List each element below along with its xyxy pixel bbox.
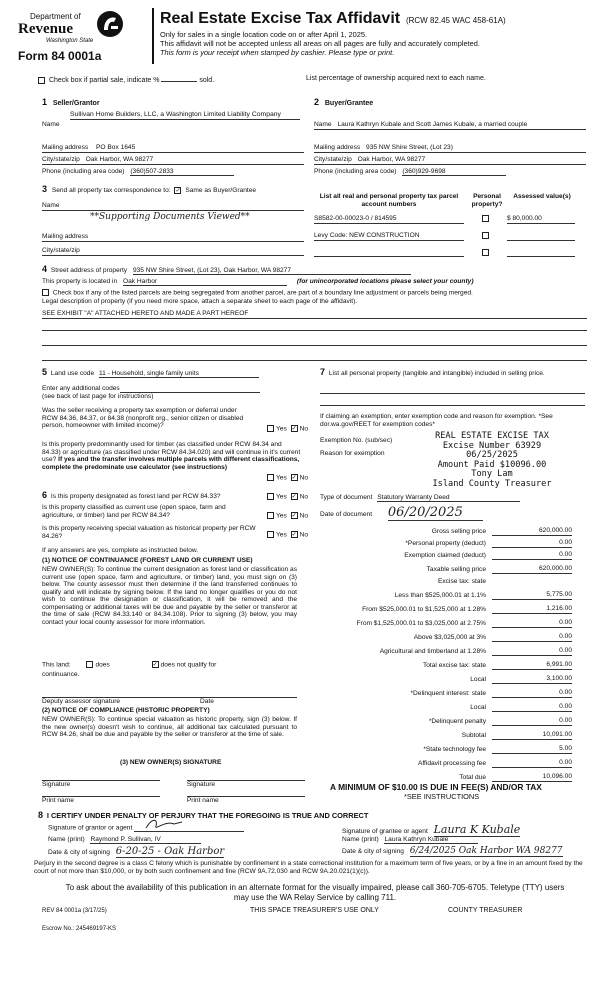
- seller-city-row: [42, 156, 304, 165]
- doc-date-value[interactable]: 06/20/2025: [388, 505, 483, 521]
- doc-type-row: [320, 494, 585, 502]
- yes-label: Yes: [276, 474, 287, 482]
- q6a-yes-no: [267, 493, 308, 501]
- street-address-row: [42, 264, 582, 275]
- sec3-city-row: [42, 247, 304, 256]
- notice-continuance-text: NEW OWNER(S): To continue the current designation as forest land or classification as current use (open space, farm and agriculture, or timber) land, you must sign on (3) below. The county assessor must then determine if the land transferred continues to qualify and will indicate by signing below. If the land no longer qualifies or you do not wish to continue the designation or classification, it will be removed and the compensating or additional taxes will be due and payable by the seller or transferor at the time of sale (RCW 84.33.140 or 84.34.108). Prior to signing (3) below, you may contact your local county assessor for more information.: [42, 566, 297, 627]
- segregation-row: [42, 289, 587, 297]
- q2-no-checkbox[interactable]: ✓: [291, 475, 297, 481]
- footer-county-treasurer: COUNTY TREASURER: [448, 907, 523, 914]
- stamp-line: REAL ESTATE EXCISE TAX: [435, 431, 549, 441]
- grantee-name-row: [342, 836, 587, 844]
- tax-row: [322, 524, 572, 536]
- yes-label: Yes: [276, 493, 287, 501]
- q6b-yes-no: [267, 512, 308, 520]
- header-divider: [152, 8, 154, 64]
- grantee-date-value[interactable]: 6/24/2025 Oak Harbor WA 98277: [409, 846, 563, 856]
- tax-row: [322, 672, 572, 684]
- logo-name: Revenue: [18, 21, 73, 37]
- section-number: 4: [42, 264, 48, 274]
- tax-label: Affidavit processing fee: [417, 760, 486, 768]
- sec3-name-label: Name: [42, 202, 60, 209]
- doc-type-label: Type of document: [320, 494, 373, 501]
- seller-name-value[interactable]: Sullivan Home Builders, LLC, a Washington Limited Liability Company: [70, 111, 300, 120]
- buyer-mail-value[interactable]: 935 NW Shire Street, (Lot 23): [366, 144, 453, 151]
- rcw-ref: (RCW 82.45 WAC 458-61A): [405, 16, 506, 25]
- tax-label: *Delinquent interest: state: [410, 690, 486, 698]
- sec3-mail-row: [42, 233, 304, 242]
- q6b-yes-checkbox[interactable]: [267, 512, 274, 519]
- notice-continuance-title: (1) NOTICE OF CONTINUANCE (FOREST LAND OR CURRENT USE): [42, 557, 253, 564]
- new-owner-sig-title: (3) NEW OWNER(S) SIGNATURE: [120, 759, 222, 766]
- buyer-name-value[interactable]: Laura Kathryn Kubale and Scott James Kubale, a married couple: [337, 121, 528, 128]
- grantor-date-value[interactable]: 6-20-25 - Oak Harbor: [115, 846, 225, 857]
- seller-name-label: Name: [42, 121, 60, 128]
- timber-question-bold: If yes and the transfer involves multiple parcels with different classifications, complete the predominate use calculator (see instructions): [42, 456, 300, 471]
- sec3-mail-label: Mailing address: [42, 233, 89, 240]
- segregation-label: Check box if any of the listed parcels are being segregated from another parcel, are part of a boundary line adjustment or parcels being merged.: [52, 289, 473, 297]
- q1-yes-checkbox[interactable]: [267, 425, 274, 432]
- no-label: No: [299, 474, 309, 482]
- exemption-no-label: Exemption No. (sub/sec): [320, 437, 393, 444]
- q2-yes-no: [267, 474, 308, 482]
- tax-value[interactable]: 0.00: [492, 539, 572, 548]
- buyer-phone-label: Phone (including area code): [314, 168, 397, 175]
- tax-row: [322, 548, 572, 560]
- seller-heading: Seller/Grantor: [52, 100, 100, 107]
- intro-line: Only for sales in a single location code on or after April 1, 2025.: [160, 30, 368, 39]
- owner-print-row: [42, 796, 307, 805]
- land-use-code[interactable]: 11 - Household, single family units: [99, 370, 259, 378]
- seller-phone-row: [42, 168, 304, 176]
- deputy-sig-label: Deputy assessor signature: [42, 698, 121, 705]
- tax-value[interactable]: 620,000.00: [492, 565, 572, 574]
- forest-question-text: Is this property designated as forest land per RCW 84.33?: [50, 493, 221, 500]
- seller-mail-label: Mailing address: [42, 144, 89, 151]
- certify-row: [38, 810, 588, 821]
- does-qualify-checkbox[interactable]: [86, 661, 93, 668]
- tax-value[interactable]: 0.00: [492, 647, 572, 656]
- tax-label: Agricultural and timberland at 1.28%: [379, 648, 486, 656]
- intro-line: This form is your receipt when stamped by cashier. Please type or print.: [160, 48, 395, 57]
- seller-mail-value[interactable]: PO Box 1645: [96, 144, 136, 151]
- tax-value[interactable]: 0.00: [492, 551, 572, 560]
- buyer-phone-value[interactable]: (360)929-9698: [402, 168, 505, 176]
- owner-sig-label: Signature: [42, 780, 160, 789]
- buyer-heading: Buyer/Grantee: [324, 100, 374, 107]
- partial-label: Check box if partial sale, indicate %: [48, 77, 160, 84]
- assessed-value-3[interactable]: [507, 256, 575, 257]
- sec3-city-label: City/state/zip: [42, 247, 80, 254]
- legal-line: [42, 345, 587, 346]
- seller-phone-value[interactable]: (360)507-2833: [130, 168, 233, 176]
- section-number: 8: [38, 810, 44, 820]
- tax-label: *Personal property (deduct): [405, 540, 486, 548]
- tax-row: [322, 714, 572, 726]
- tax-label: Less than $525,000.01 at 1.1%: [394, 592, 486, 600]
- tax-value[interactable]: 0.00: [492, 759, 572, 768]
- certify-text: I CERTIFY UNDER PENALTY OF PERJURY THAT THE FOREGOING IS TRUE AND CORRECT: [46, 811, 369, 820]
- current-use-question: Is this property classified as current use (open space, farm and agriculture, or timber) land per RCW 84.34?: [42, 504, 226, 519]
- perjury-text: Perjury in the second degree is a class C felony which is punishable by confinement in a state correctional institution for a maximum term of five years, or by a fine in an amount fixed by the court of not more than $10,000, or by both such confinement and fine (RCW 9A.72.030 and RCW 9A.20.021(1)(c)).: [34, 860, 583, 875]
- buyer-section: [314, 97, 586, 108]
- tax-label: Above $3,025,000 at 3%: [413, 634, 486, 642]
- personal-property-checkbox-3[interactable]: [482, 249, 489, 256]
- tax-value[interactable]: 0.00: [492, 717, 572, 726]
- legal-line: [42, 360, 587, 361]
- personal-property-line[interactable]: [320, 405, 585, 406]
- q1-no-checkbox[interactable]: ✓: [291, 426, 297, 432]
- tax-label: *Delinquent penalty: [428, 718, 486, 726]
- stamp-line: 06/25/2025: [466, 450, 518, 460]
- tax-label: Total due: [459, 774, 486, 782]
- q6b-no-checkbox[interactable]: ✓: [291, 513, 297, 519]
- tax-value[interactable]: 5.00: [492, 745, 572, 754]
- buyer-mail-row: [314, 144, 586, 153]
- stamp-line: Island County Treasurer: [432, 478, 552, 489]
- q1-yes-no: [267, 425, 308, 433]
- land-use-row: [42, 367, 307, 378]
- logo-dept: Department of: [30, 12, 81, 21]
- does-not-label: does not qualify for: [160, 661, 217, 669]
- seller-city-value[interactable]: Oak Harbor, WA 98277: [85, 156, 154, 163]
- tax-row: [322, 616, 572, 628]
- personal-property-header: Personal property?: [471, 193, 503, 208]
- exemption-note: If claiming an exemption, enter exemption code and reason for exemption. *See dor.wa.gov/REET for exemption codes*: [320, 413, 553, 428]
- notice-compliance-title: (2) NOTICE OF COMPLIANCE (HISTORIC PROPERTY): [42, 707, 210, 714]
- tax-value[interactable]: 0.00: [492, 633, 572, 642]
- accessibility-note: To ask about the availability of this publication in an alternate format for the visually impaired, please call 360-705-6705. Teletype (TTY) users may use the WA Relay Service by calling 711.: [65, 883, 565, 902]
- notice-compliance-text: NEW OWNER(S): To continue special valuation as historic property, sign (3) below. If the new owner(s) doesn't wish to continue, all additional tax calculated pursuant to RCW 84.26, shall be due and payable by the seller or transferor at the time of sale.: [42, 716, 297, 739]
- tax-row: [322, 574, 572, 586]
- no-label: No: [299, 425, 309, 433]
- tax-row: [322, 700, 572, 712]
- grantee-signature[interactable]: Laura K Kubale: [433, 823, 521, 836]
- seller-mail-row: [42, 144, 304, 153]
- section-number: 1: [42, 97, 48, 107]
- see-instructions: *SEE INSTRUCTIONS: [404, 792, 480, 801]
- exemption-reason-label: Reason for exemption: [320, 450, 385, 457]
- partial-percent-field[interactable]: [161, 75, 197, 82]
- stamp-line: Amount Paid $10096.00: [437, 459, 547, 470]
- grantor-signature[interactable]: [134, 824, 244, 832]
- minimum-due: A MINIMUM OF $10.00 IS DUE IN FEE(S) AND/OR TAX: [330, 782, 542, 792]
- no-label: No: [299, 493, 309, 501]
- tax-label: Excise tax: state: [437, 578, 486, 586]
- correspondence-label: Send all property tax correspondence to:: [51, 187, 171, 194]
- q6a-yes-checkbox[interactable]: [267, 493, 274, 500]
- grantor-date-row: [48, 846, 308, 858]
- additional-codes-note: (see back of last page for instructions): [42, 392, 154, 400]
- historic-question: Is this property receiving special valuation as historical property per RCW 84.26?: [42, 525, 256, 540]
- forest-question: [42, 490, 267, 501]
- assessed-header: Assessed value(s): [513, 193, 571, 200]
- tax-label: From $525,000.01 to $1,525,000 at 1.28%: [362, 606, 486, 614]
- grantor-signature-mark: [144, 816, 184, 832]
- tax-value[interactable]: 0.00: [492, 619, 572, 628]
- tax-row: [322, 562, 572, 574]
- tax-value[interactable]: 0.00: [492, 689, 572, 698]
- tax-row: [322, 770, 572, 782]
- buyer-city-value[interactable]: Oak Harbor, WA 98277: [357, 156, 426, 163]
- tax-row: [322, 756, 572, 768]
- partial-sold: sold.: [199, 77, 215, 84]
- grantor-name-value[interactable]: Raymond P. Sullivan, IV: [90, 836, 200, 844]
- escrow-number: Escrow No.: 245469197-KS: [42, 926, 117, 932]
- section-number: 2: [314, 97, 320, 107]
- location-row: [42, 278, 582, 286]
- grantee-name-label: Name (print): [342, 836, 379, 843]
- tax-value[interactable]: 3,100.00: [492, 675, 572, 684]
- legal-desc-label: Legal description of property (if you need more space, attach a separate sheet to each page of the affidavit).: [42, 298, 358, 305]
- doc-date-label: Date of document: [320, 511, 373, 518]
- timber-question-text: Is this property predominantly used for timber (as classified under RCW 84.34 and 84.33) or agriculture (as classified under RCW 84.34.020) and will continue in it's current use?: [42, 441, 301, 464]
- tax-label: From $1,525,000.01 to $3,025,000 at 2.75%: [356, 620, 486, 628]
- q6a-no-checkbox[interactable]: ✓: [291, 494, 297, 500]
- street-address-label: Street address of property: [50, 267, 128, 274]
- does-not-qualify-checkbox[interactable]: ✓: [152, 662, 158, 668]
- q2-yes-checkbox[interactable]: [267, 474, 274, 481]
- location-value[interactable]: Oak Harbor: [123, 278, 287, 286]
- grantee-date-label: Date & city of signing: [342, 848, 404, 855]
- location-label: This property is located in: [42, 278, 118, 285]
- supporting-docs-stamp: **Supporting Documents Viewed**: [90, 212, 250, 222]
- q6c-yes-checkbox[interactable]: [267, 531, 274, 538]
- seller-phone-label: Phone (including area code): [42, 168, 125, 175]
- seller-city-label: City/state/zip: [42, 156, 80, 163]
- section-number: 7: [320, 367, 326, 377]
- tax-row: [322, 728, 572, 740]
- grantee-date-row: [342, 846, 597, 856]
- no-label: No: [299, 512, 309, 520]
- grantor-sig-label: Signature of grantor or agent: [48, 824, 133, 832]
- grantee-sig-label: Signature of grantee or agent: [342, 828, 428, 835]
- partial-sale-checkbox[interactable]: [38, 77, 45, 84]
- tax-label: Local: [470, 704, 486, 712]
- perjury-notice: [34, 860, 594, 875]
- q6c-no-checkbox[interactable]: ✓: [291, 532, 297, 538]
- grantor-name-label: Name (print): [48, 836, 85, 843]
- page-title: Real Estate Excise Tax Affidavit: [160, 10, 401, 27]
- deputy-date-label: Date: [200, 698, 214, 705]
- parcel-row-2[interactable]: Levy Code: NEW CONSTRUCTION: [314, 232, 464, 241]
- grantor-sig-row: [48, 824, 308, 832]
- tax-row: [322, 588, 572, 600]
- footer-rev: REV 84 0001a (3/17/25): [42, 908, 107, 914]
- tax-label: Taxable selling price: [426, 566, 486, 574]
- section-number: 6: [42, 490, 48, 500]
- grantee-sig-row: [342, 824, 587, 837]
- footer-treasurer-use: THIS SPACE TREASURER'S USE ONLY: [250, 907, 379, 914]
- tax-row: [322, 686, 572, 698]
- tax-value[interactable]: 0.00: [492, 703, 572, 712]
- does-label: does: [95, 661, 110, 669]
- same-as-buyer-checkbox[interactable]: ✓: [175, 187, 181, 194]
- buyer-city-label: City/state/zip: [314, 156, 352, 163]
- grantee-name-value[interactable]: Laura Kathryn Kubale: [384, 836, 478, 844]
- tax-value[interactable]: 6,991.00: [492, 661, 572, 670]
- seller-section: [42, 97, 304, 108]
- tax-row: [322, 742, 572, 754]
- legal-line: [42, 330, 587, 331]
- tax-value[interactable]: 10,096.00: [492, 773, 572, 782]
- assessed-value-1[interactable]: $ 80,000.00: [507, 215, 575, 224]
- tax-value[interactable]: 5,775.00: [492, 591, 572, 600]
- same-as-buyer-label: Same as Buyer/Grantee: [185, 187, 257, 194]
- section-number: 3: [42, 184, 48, 194]
- parcel-row-1[interactable]: S8582-00-00023-0 / 814595: [314, 215, 464, 224]
- partial-sale-row: [38, 75, 588, 85]
- deputy-sig-row: [42, 697, 297, 706]
- personal-property-label: List all personal property (tangible and intangible) included in selling price.: [328, 370, 545, 377]
- logo-state: Washington State: [46, 38, 94, 44]
- timber-question: [42, 441, 302, 471]
- owner-sig-row: [42, 780, 307, 789]
- q6c-yes-no: [267, 531, 308, 539]
- tax-label: Local: [470, 676, 486, 684]
- parcel-header: List all real and personal property tax parcel account numbers: [319, 193, 459, 208]
- sec3-name-row: [42, 202, 304, 211]
- personal-property-section: [320, 367, 585, 378]
- grantor-name-row: [48, 836, 308, 844]
- tax-value[interactable]: 10,091.00: [492, 731, 572, 740]
- doc-date-row: [320, 506, 585, 521]
- buyer-phone-row: [314, 168, 586, 176]
- yes-label: Yes: [276, 531, 287, 539]
- owner-sig-label-2: Signature: [187, 780, 305, 789]
- this-land-label: This land:: [42, 661, 71, 669]
- tax-row: [322, 536, 572, 548]
- additional-codes-field[interactable]: [120, 392, 260, 393]
- buyer-mail-label: Mailing address: [314, 144, 361, 151]
- tax-label: Subtotal: [461, 732, 486, 740]
- tax-label: Exemption claimed (deduct): [404, 552, 486, 560]
- yes-label: Yes: [276, 425, 287, 433]
- intro-line: This affidavit will not be accepted unless all areas on all pages are fully and accurately completed.: [160, 39, 480, 48]
- no-label: No: [299, 531, 309, 539]
- segregation-checkbox[interactable]: [42, 289, 49, 296]
- section-number: 5: [42, 367, 48, 377]
- tax-row: [322, 602, 572, 614]
- tax-label: Total excise tax: state: [422, 662, 486, 670]
- land-use-label: Land use code: [50, 370, 95, 377]
- intro-text: [160, 30, 590, 57]
- tax-label: Gross selling price: [431, 528, 486, 536]
- buyer-name-label: Name: [314, 121, 332, 128]
- partial-ownership-note: List percentage of ownership acquired next to each name.: [306, 75, 486, 82]
- tax-correspondence-section: [42, 184, 304, 195]
- buyer-name-row: [314, 121, 586, 130]
- personal-property-checkbox-2[interactable]: [482, 232, 489, 239]
- tax-value[interactable]: 1,216.00: [492, 605, 572, 614]
- title-block: [160, 10, 590, 28]
- grantor-date-label: Date & city of signing: [48, 849, 110, 856]
- stamp-line: Tony Lam: [471, 469, 513, 479]
- revenue-logo-icon: [96, 10, 124, 38]
- personal-property-line[interactable]: [320, 393, 585, 394]
- owner-print-label-2: Print name: [187, 796, 305, 805]
- tax-label: *State technology fee: [423, 746, 486, 754]
- location-note: (for unincorporated locations please select your county): [296, 278, 474, 285]
- tax-row: [322, 658, 572, 670]
- seller-name-row: [42, 111, 304, 128]
- this-land-row: [42, 661, 302, 669]
- exemption-question: Was the seller receiving a property tax exemption or deferral under RCW 84.36, 84.37, or 84.38 (nonprofit org., senior citizen or disabled person, homeowner with limited income)?: [42, 407, 244, 430]
- doc-type-value[interactable]: Statutory Warranty Deed: [377, 494, 519, 502]
- treasurer-stamp: [407, 432, 577, 489]
- additional-codes-label: Enter any additional codes: [42, 385, 120, 392]
- owner-print-label: Print name: [42, 796, 160, 805]
- personal-property-checkbox-1[interactable]: [482, 215, 489, 222]
- if-any-yes: If any answers are yes, complete as instructed below.: [42, 547, 199, 554]
- legal-description-value[interactable]: SEE EXHIBIT "A" ATTACHED HERETO AND MADE A PART HEREOF: [42, 310, 587, 319]
- form-number: Form 84 0001a: [18, 49, 102, 63]
- tax-row: [322, 630, 572, 642]
- tax-row: [322, 644, 572, 656]
- tax-value[interactable]: 620,000.00: [492, 527, 572, 536]
- assessed-value-2[interactable]: [507, 240, 575, 241]
- continuance-label: continuance.: [42, 671, 80, 678]
- yes-label: Yes: [276, 512, 287, 520]
- parcel-row-3[interactable]: [314, 256, 464, 257]
- stamp-line: Excise Number 63929: [442, 440, 542, 451]
- street-address-value[interactable]: 935 NW Shire Street, (Lot 23), Oak Harbor, WA 98277: [133, 267, 411, 275]
- buyer-city-row: [314, 156, 586, 165]
